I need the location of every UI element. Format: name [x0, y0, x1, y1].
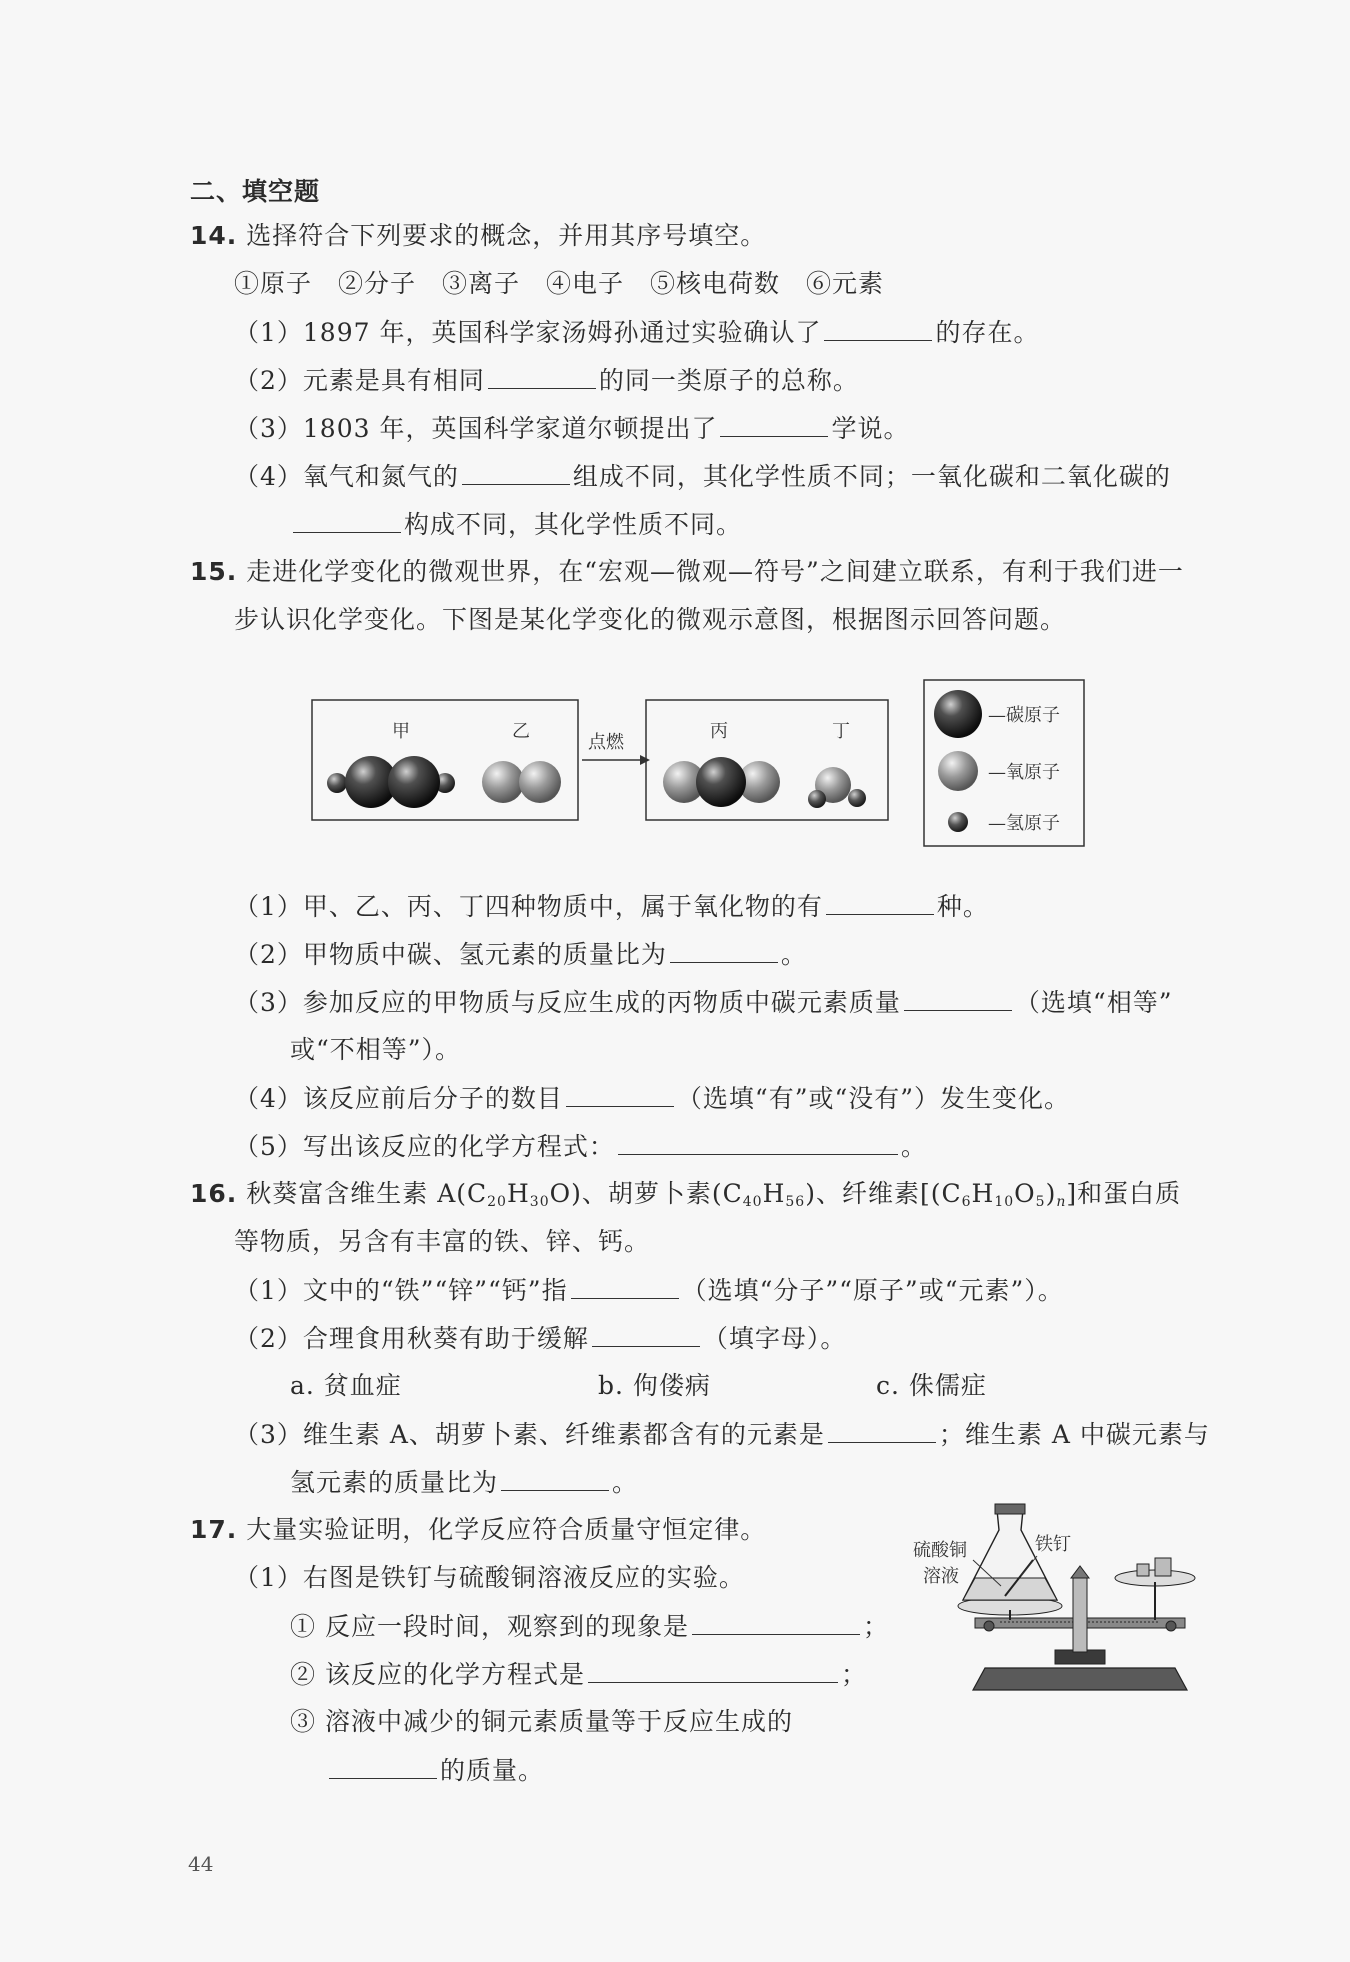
subscript: 5 [1035, 1194, 1046, 1210]
q15-part3-cont: 或“不相等”）。 [290, 1035, 462, 1064]
answer-blank[interactable] [670, 936, 778, 963]
legend-carbon: —碳原子 [988, 705, 1060, 726]
q16-stem-text [246, 1179, 1181, 1208]
subscript: 10 [994, 1194, 1015, 1210]
label-yi: 乙 [512, 721, 530, 742]
q15-part2-text: （2）甲物质中碳、氢元素的质量比为 [234, 940, 667, 969]
answer-blank[interactable] [566, 1080, 674, 1107]
q16-stem [190, 1176, 1181, 1220]
q16-stem-part: H [971, 1179, 995, 1208]
q16-stem-part: )、纤维素[(C [805, 1179, 962, 1208]
q17-number: 17. [190, 1515, 238, 1544]
q16-part1-tail: （选填“分子”“原子”或“元素”）。 [681, 1276, 1064, 1305]
q15-part2 [234, 936, 807, 973]
q16-stem-cont: 等物质，另含有丰富的铁、锌、钙。 [234, 1227, 651, 1256]
q17-sub3: ③ 溶液中减少的铜元素质量等于反应生成的 [290, 1707, 793, 1736]
q17-stem [190, 1512, 766, 1548]
q16-stem-part: O [1014, 1179, 1036, 1208]
q14-options: ①原子 ②分子 ③离子 ④电子 ⑤核电荷数 ⑥元素 [234, 269, 885, 298]
q16-number: 16. [190, 1179, 238, 1208]
answer-blank[interactable] [293, 506, 401, 533]
q16-stem-part: ) [1045, 1179, 1057, 1208]
q16-option-c: c. 侏儒症 [876, 1371, 987, 1400]
molecule-yi [482, 761, 561, 803]
q14-part3-tail: 学说。 [831, 414, 910, 443]
flask-stopper [995, 1504, 1025, 1514]
q16-part3-text2: 氢元素的质量比为 [290, 1468, 499, 1497]
q16-stem-part: H [762, 1179, 786, 1208]
q15-number: 15. [190, 557, 238, 586]
q17-sub1 [290, 1608, 889, 1645]
q16-stem-part: ]和蛋白质 [1066, 1179, 1182, 1208]
answer-blank[interactable] [618, 1128, 898, 1155]
q16-part1-text: （1）文中的“铁”“锌”“钙”指 [234, 1276, 568, 1305]
q15-part5-text: （5）写出该反应的化学方程式： [234, 1132, 615, 1161]
q14-part4-mid: 组成不同，其化学性质不同；一氧化碳和二氧化碳的 [572, 462, 1171, 491]
q14-part2-text: （2）元素是具有相同 [234, 366, 485, 395]
q15-part4 [234, 1080, 1070, 1117]
answer-blank[interactable] [462, 458, 570, 485]
q15-part2-tail: 。 [780, 940, 807, 969]
q16-part1 [234, 1272, 1064, 1309]
q16-part3-text: （3）维生素 A、胡萝卜素、纤维素都含有的元素是 [234, 1420, 825, 1449]
label-solution: 溶液 [923, 1566, 959, 1587]
answer-blank[interactable] [571, 1272, 679, 1299]
legend-hydrogen: —氢原子 [988, 813, 1060, 834]
page-number: 44 [188, 1852, 214, 1876]
q17-sub1-tail: ； [862, 1612, 889, 1641]
weight-small [1137, 1564, 1149, 1576]
q16-option-b: b. 佝偻病 [598, 1371, 711, 1400]
q14-part4-cont [290, 506, 742, 543]
q16-part2-text: （2）合理食用秋葵有助于缓解 [234, 1324, 589, 1353]
answer-blank[interactable] [904, 984, 1012, 1011]
q17-stem-text: 大量实验证明，化学反应符合质量守恒定律。 [246, 1515, 767, 1544]
answer-blank[interactable] [692, 1608, 860, 1635]
q14-part1-text: （1）1897 年，英国科学家汤姆孙通过实验确认了 [234, 318, 822, 347]
q15-part4-tail: （选填“有”或“没有”）发生变化。 [676, 1084, 1071, 1113]
subscript: 6 [961, 1194, 972, 1210]
answer-blank[interactable] [824, 314, 932, 341]
q17-sub2-text: ② 该反应的化学方程式是 [290, 1660, 585, 1689]
q16-part3-tail: 。 [612, 1468, 639, 1497]
q16-part3 [234, 1416, 1210, 1453]
answer-blank[interactable] [592, 1320, 700, 1347]
q15-part1-text: （1）甲、乙、丙、丁四种物质中，属于氧化物的有 [234, 892, 823, 921]
q17-sub2 [290, 1656, 867, 1693]
label-copper-sulfate: 硫酸铜 [913, 1540, 967, 1561]
q17-sub2-tail: ； [840, 1660, 867, 1689]
q14-part4-tail: 构成不同，其化学性质不同。 [404, 510, 743, 539]
q14-stem-text: 选择符合下列要求的概念，并用其序号填空。 [246, 221, 767, 250]
answer-blank[interactable] [826, 888, 934, 915]
q15-part5 [234, 1128, 927, 1165]
q17-sub3-tail: 的质量。 [440, 1756, 545, 1785]
molecule-ding [808, 767, 866, 808]
q14-part2 [234, 362, 859, 399]
q14-part1 [234, 314, 1040, 351]
label-ding: 丁 [832, 721, 850, 742]
legend-oxygen-ball [938, 751, 978, 791]
section-title: 二、填空题 [190, 177, 321, 206]
q16-part2-tail: （填字母）。 [702, 1324, 847, 1353]
answer-blank[interactable] [588, 1656, 838, 1683]
reaction-diagram [300, 670, 1100, 860]
label-bing: 丙 [710, 721, 728, 742]
molecule-bing [663, 757, 780, 807]
q15-stem-text: 走进化学变化的微观世界，在“宏观—微观—符号”之间建立联系，有利于我们进一 [246, 557, 1184, 586]
q16-part2 [234, 1320, 846, 1357]
balance-pointer [1071, 1566, 1089, 1578]
label-jia: 甲 [392, 721, 410, 742]
q14-part2-tail: 的同一类原子的总称。 [598, 366, 859, 395]
q16-part3-mid: ；维生素 A 中碳元素与 [938, 1420, 1210, 1449]
q14-stem [190, 218, 766, 254]
q15-stem [190, 554, 1184, 590]
q14-part3-text: （3）1803 年，英国科学家道尔顿提出了 [234, 414, 718, 443]
q16-part3-cont [290, 1464, 638, 1501]
q16-stem-part: 秋葵富含维生素 A(C [246, 1179, 488, 1208]
balance-pillar [1073, 1576, 1087, 1652]
arrow-head [640, 755, 650, 765]
q15-part3-tail: （选填“相等” [1014, 988, 1173, 1017]
answer-blank[interactable] [828, 1416, 936, 1443]
q17-sub1-text: ① 反应一段时间，观察到的现象是 [290, 1612, 689, 1641]
legend-hydrogen-ball [948, 812, 968, 832]
q15-part5-tail: 。 [900, 1132, 927, 1161]
subscript: 40 [742, 1194, 763, 1210]
subscript: 56 [785, 1194, 806, 1210]
q16-option-a: a. 贫血症 [290, 1371, 402, 1400]
q15-part3-text: （3）参加反应的甲物质与反应生成的丙物质中碳元素质量 [234, 988, 901, 1017]
balance-experiment-figure [905, 1500, 1225, 1700]
q16-stem-part: O)、胡萝卜素(C [549, 1179, 743, 1208]
q16-stem-part: H [506, 1179, 530, 1208]
molecule-jia [327, 756, 455, 808]
q15-part1 [234, 888, 989, 925]
q14-part4 [234, 458, 1171, 495]
q15-stem-cont: 步认识化学变化。下图是某化学变化的微观示意图，根据图示回答问题。 [234, 605, 1067, 634]
q14-part4-text: （4）氧气和氮气的 [234, 462, 459, 491]
weight-large [1155, 1558, 1171, 1576]
answer-blank[interactable] [720, 410, 828, 437]
legend-oxygen: —氧原子 [988, 762, 1060, 783]
legend-carbon-ball [934, 690, 982, 738]
balance-base [973, 1668, 1187, 1690]
answer-blank[interactable] [488, 362, 596, 389]
answer-blank[interactable] [501, 1464, 609, 1491]
subscript: 30 [529, 1194, 550, 1210]
q17-part1: （1）右图是铁钉与硫酸铜溶液反应的实验。 [234, 1563, 745, 1592]
reaction-condition: 点燃 [588, 732, 624, 753]
q14-part1-tail: 的存在。 [935, 318, 1040, 347]
label-iron-nail: 铁钉 [1035, 1534, 1071, 1555]
q14-number: 14. [190, 221, 238, 250]
answer-blank[interactable] [329, 1752, 437, 1779]
q17-sub3-cont [326, 1752, 544, 1789]
q15-part1-tail: 种。 [936, 892, 989, 921]
subscript: 20 [487, 1194, 507, 1210]
q15-part4-text: （4）该反应前后分子的数目 [234, 1084, 563, 1113]
subscript: n [1056, 1194, 1067, 1210]
q14-part3 [234, 410, 910, 447]
q15-part3 [234, 984, 1172, 1021]
